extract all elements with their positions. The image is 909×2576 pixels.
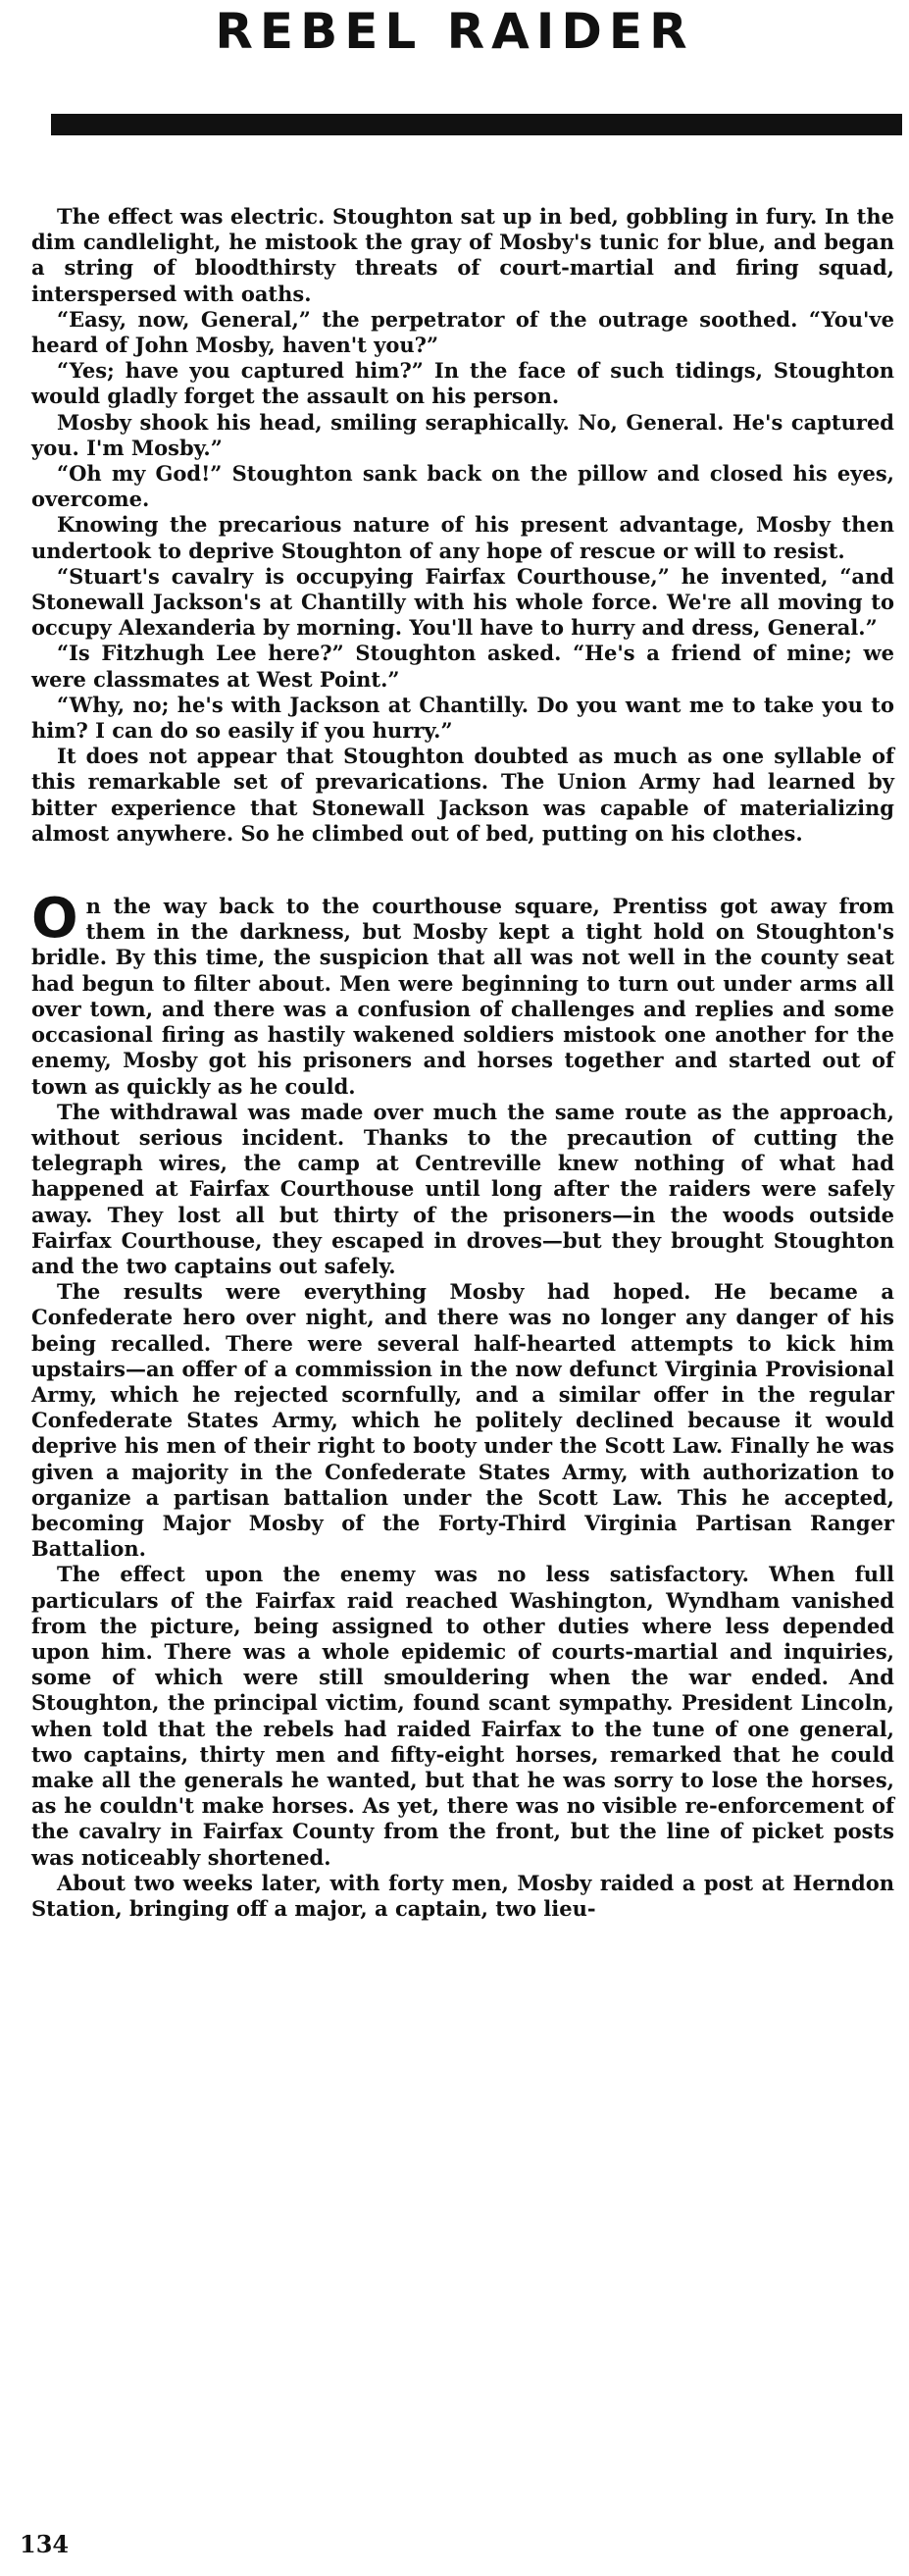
paragraph-text: n the way back to the courthouse square, Prentiss got away from them in the darkness, but Mosby kept a tight hold on Stoughton's bridle. By this time, the suspicion that all was not well in the county seat had begun to filter about. Men were beginning to turn out under arms all over town, and there was a confusion of challenges and replies and some occasional firing as hastily wakened soldiers mistook one another for the enemy, Mosby got his prisoners and horses together and started out of town as quickly as he could. bbox=[31, 894, 894, 1099]
title-rule bbox=[51, 114, 902, 135]
paragraph: “Why, no; he's with Jackson at Chantilly. Do you want me to take you to him? I can do so easily if you hurry.” bbox=[31, 692, 894, 744]
paragraph-dropcap bbox=[31, 887, 894, 1100]
paragraph: “Easy, now, General,” the perpetrator of the outrage soothed. “You've heard of John Mosby, haven't you?” bbox=[31, 306, 894, 358]
page-number: 134 bbox=[20, 2530, 70, 2558]
paragraph: The effect upon the enemy was no less satisfactory. When full particulars of the Fairfax raid reached Washington, Wyndham vanished from the picture, being assigned to other duties where less depended upon him. There was a whole epidemic of courts-martial and inquiries, some of which were still smouldering when the war ended. And Stoughton, the principal victim, found scant sympathy. President Lincoln, when told that the rebels had raided Fairfax to the tune of one general, two captains, thirty men and fifty-eight horses, remarked that he could make all the generals he wanted, but that he was sorry to lose the horses, as he couldn't make horses. As yet, there was no visible re-enforcement of the cavalry in Fairfax County from the front, but the line of picket posts was noticeably shortened. bbox=[31, 1562, 894, 1870]
paragraph: “Oh my God!” Stoughton sank back on the pillow and closed his eyes, overcome. bbox=[31, 461, 894, 512]
paragraph: It does not appear that Stoughton doubted as much as one syllable of this remarkable set of prevarications. The Union Army had learned by bitter experience that Stonewall Jackson was capable of materializing almost anywhere. So he climbed out of bed, putting on his clothes. bbox=[31, 744, 894, 846]
paragraph: The withdrawal was made over much the same route as the approach, without serious incident. Thanks to the precaution of cutting the telegraph wires, the camp at Centreville knew nothing of what had happened at Fairfax Courthouse until long after the raiders were safely away. They lost all but thirty of the prisoners—in the woods outside Fairfax Courthouse, they escaped in droves—but they brought Stoughton and the two captains out safely. bbox=[31, 1099, 894, 1278]
paragraph: “Stuart's cavalry is occupying Fairfax Courthouse,” he invented, “and Stonewall Jackson's at Chantilly with his whole force. We're all moving to occupy Alexanderia by morning. You'll have to hurry and dress, General.” bbox=[31, 563, 894, 641]
section-break bbox=[31, 847, 894, 894]
paragraph: About two weeks later, with forty men, Mosby raided a post at Herndon Station, bringing off a major, a captain, two lieu- bbox=[31, 1870, 894, 1921]
paragraph: The results were everything Mosby had hoped. He became a Confederate hero over night, and there was no longer any danger of his being recalled. There were several half-hearted attempts to kick him upstairs—an offer of a commission in the now defunct Virginia Provisional Army, which he rejected scornfully, and a similar offer in the regular Confederate States Army, which he politely declined because it would deprive his men of their right to booty under the Scott Law. Finally he was given a majority in the Confederate States Army, with authorization to organize a partisan battalion under the Scott Law. This he accepted, becoming Major Mosby of the Forty-Third Virginia Partisan Ranger Battalion. bbox=[31, 1279, 894, 1562]
page-title: REBEL RAIDER bbox=[215, 3, 694, 60]
paragraph: Knowing the precarious nature of his present advantage, Mosby then undertook to deprive Stoughton of any hope of rescue or will to resist. bbox=[31, 512, 894, 563]
paragraph: Mosby shook his head, smiling seraphically. No, General. He's captured you. I'm Mosby.” bbox=[31, 409, 894, 460]
paragraph: “Is Fitzhugh Lee here?” Stoughton asked. “He's a friend of mine; we were classmates at West Point.” bbox=[31, 641, 894, 692]
drop-cap: O bbox=[31, 887, 78, 952]
paragraph: “Yes; have you captured him?” In the face of such tidings, Stoughton would gladly forget the assault on his person. bbox=[31, 358, 894, 409]
article-body bbox=[31, 204, 894, 1922]
paragraph: The effect was electric. Stoughton sat up in bed, gobbling in fury. In the dim candlelight, he mistook the gray of Mosby's tunic for blue, and began a string of bloodthirsty threats of court-martial and firing squad, interspersed with oaths. bbox=[31, 204, 894, 306]
